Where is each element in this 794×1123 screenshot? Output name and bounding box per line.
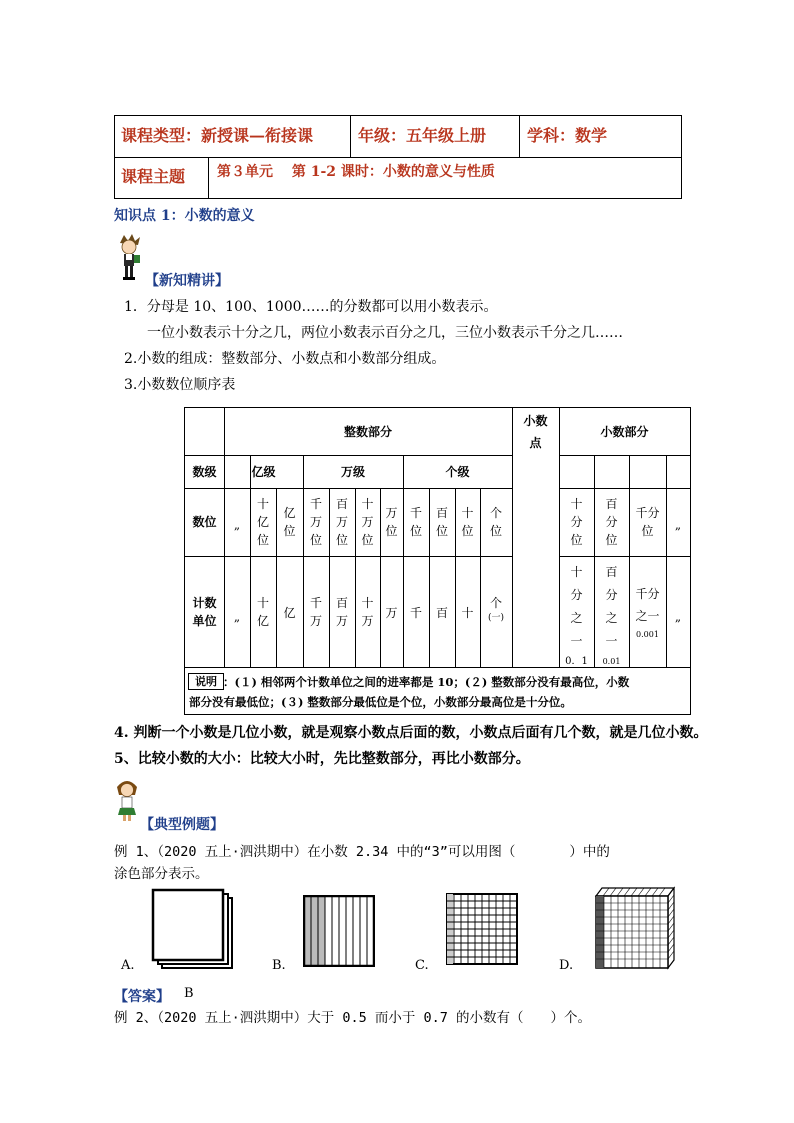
figure-c-hundredths-grid[interactable] (445, 892, 519, 966)
answer-value: B (184, 986, 194, 1001)
note-text-2: 部分没有最低位；(３) 整数部分最低位是个位，小数部分最高位是十分位。 (189, 695, 572, 709)
unit-thousandths: 千分 之一 0.001 (635, 587, 660, 639)
decimal-part-header: 小数部分 (600, 425, 649, 439)
topic-value: 第３单元 第 1-2 课时：小数的意义与性质 (217, 164, 495, 180)
figure-a-stacked-squares[interactable] (150, 888, 240, 970)
example-2: 例 2、（2020 五上·泗洪期中）大于 0.5 而小于 0.7 的小数有（ ）个。 (114, 1010, 592, 1026)
place-shi: 十 位 (461, 506, 474, 538)
integer-part-header: 整数部分 (343, 425, 392, 439)
course-header-table (114, 115, 682, 199)
line-4: 4. 判断一个小数是几位小数，就是观察小数点后面的数，小数点后面有几个数，就是几位小数。 (114, 725, 708, 741)
place-qianwan: 千 万 位 (309, 497, 322, 547)
example-1-line-1: 例 1、（2020 五上·泗洪期中）在小数 2.34 中的“3”可以用图（ ）中的 (114, 844, 610, 860)
subject: 学科：数学 (527, 126, 608, 145)
option-b-label[interactable]: B. (272, 958, 286, 973)
option-c-label[interactable]: C. (415, 958, 429, 973)
unit-shi: 十 (461, 606, 474, 620)
section-examples: 【典型例题】 (140, 817, 224, 833)
unit-bai: 百 (435, 606, 448, 620)
place-ge: 个 位 (489, 506, 502, 538)
place-wan: 万 位 (385, 506, 398, 538)
unit-tenths: 十 分 之 一 0．1 (565, 565, 588, 667)
row-place-label: 数位 (192, 515, 217, 529)
knowledge-point-title: 知识点 1：小数的意义 (114, 208, 255, 224)
place-ellipsis-right: „ (674, 518, 682, 532)
unit-ge: 个 (一) (487, 596, 505, 623)
decimal-point-header-2: 点 (529, 436, 542, 450)
grade-wan: 万级 (340, 465, 365, 479)
line-5: 5、比较小数的大小：比较大小时，先比整数部分，再比小数部分。 (114, 751, 530, 767)
example-1-line-2: 涂色部分表示。 (114, 866, 209, 882)
place-shiwan: 十 万 位 (361, 497, 374, 547)
place-bai: 百 位 (435, 506, 448, 538)
note-text-1: ：(１) 相邻两个计数单位之间的进率都是 10；(２) 整数部分没有最高位，小数 (223, 675, 630, 689)
option-a-label[interactable]: A. (121, 958, 135, 973)
line-1b: 一位小数表示十分之几，两位小数表示百分之几，三位小数表示千分之几…… (147, 325, 623, 341)
note-label: 说明 (188, 673, 224, 690)
cartoon-boy-icon (114, 233, 144, 281)
course-type: 课程类型：新授课—衔接课 (121, 126, 314, 145)
place-ellipsis-left: „ (233, 518, 241, 532)
unit-hundredths: 百 分 之 一 0.01 (602, 565, 621, 666)
line-2: 2.小数的组成：整数部分、小数点和小数部分组成。 (124, 351, 446, 367)
place-hundredths: 百 分 位 (605, 497, 618, 547)
unit-baiwan: 百 万 (335, 596, 348, 628)
place-thousandths: 千分 位 (635, 506, 660, 538)
cartoon-girl-icon (114, 777, 140, 823)
unit-ellipsis-left: „ (233, 610, 241, 624)
unit-ellipsis-right: „ (674, 610, 682, 624)
line-3: 3.小数数位顺序表 (124, 377, 236, 393)
grade: 年级：五年级上册 (358, 126, 487, 145)
place-baiwan: 百 万 位 (335, 497, 348, 547)
row-unit-label: 计数 单位 (192, 596, 217, 628)
place-yi: 亿 位 (283, 506, 296, 538)
option-d-label[interactable]: D. (559, 958, 574, 973)
unit-qianwan: 千 万 (309, 596, 322, 628)
unit-qian: 千 (409, 606, 422, 620)
figure-d-thousandths-cube[interactable] (592, 886, 678, 972)
place-tenths: 十 分 位 (570, 497, 583, 547)
place-10yi: 十 亿 位 (256, 497, 269, 547)
unit-shiwan: 十 万 (361, 596, 374, 628)
grade-ge: 个级 (445, 465, 470, 479)
row-grade-label: 数级 (192, 465, 217, 479)
grade-yi: 亿级 (251, 465, 276, 479)
figure-b-tenths-strips[interactable] (303, 895, 375, 967)
place-value-table (184, 407, 691, 715)
section-new-knowledge: 【新知精讲】 (145, 273, 229, 289)
unit-10yi: 十 亿 (256, 596, 269, 628)
decimal-point-header-1: 小数 (523, 414, 548, 428)
unit-wan: 万 (385, 606, 398, 620)
place-qian: 千 位 (409, 506, 422, 538)
unit-yi: 亿 (283, 606, 296, 620)
topic-label: 课程主题 (121, 167, 186, 186)
line-1: 1．分母是 10、100、1000……的分数都可以用小数表示。 (124, 299, 498, 315)
answer-label: 【答案】 (114, 989, 170, 1005)
